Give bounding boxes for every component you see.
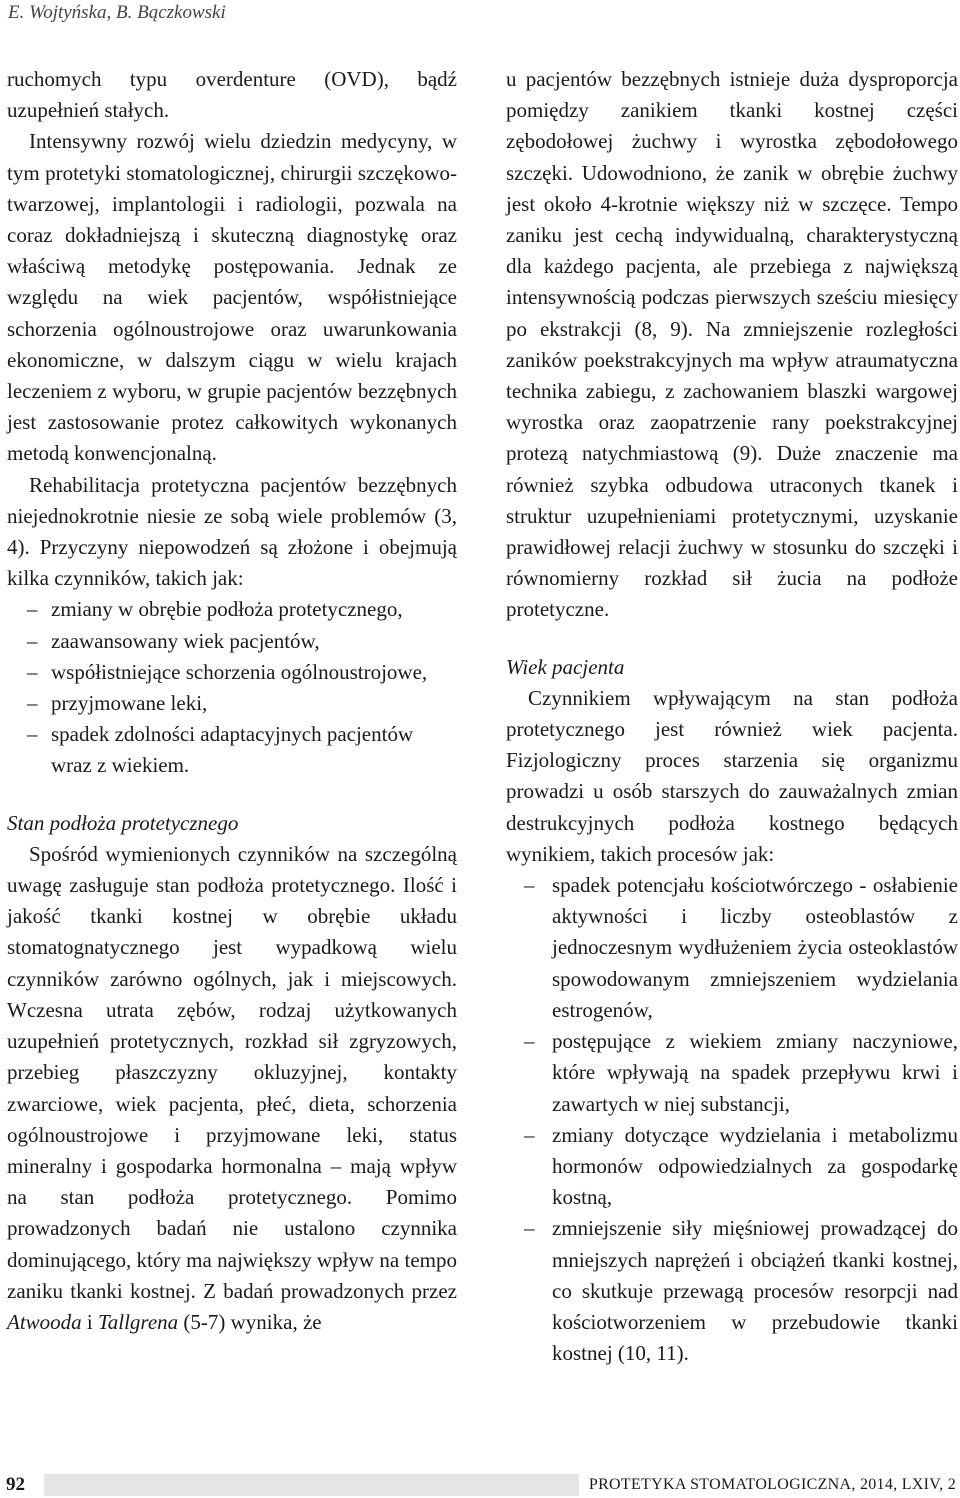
page-number: 92 xyxy=(0,1474,44,1496)
paragraph-text: Spośród wymienionych czynników na szczególną uwagę zasługuje stan podłoża protetycznego. Ilość i jakość tkanki kostnej w obrębie układu stomatognatycznego jest wypadkową wielu czynników zarówno ogólnych, jak i miejscowych. Wczesna utrata zębów, rodzaj użytkowanych uzupełnień protetycznych, rozkład sił zgryzowych, przebieg płaszczyzny okluzyjnej, kontakty zwarciowe, wiek pacjenta, płeć, dieta, schorzenia ogólnoustrojowe i przyjmowane leki, status mineralny i gospodarka hormonalna – mają wpływ na stan podłoża protetycznego. Pomimo prowadzonych badań nie ustalono czynnika dominującego, który ma największy wpływ na tempo zaniku tkanki kostnej. Z badań prowadzonych przez xyxy=(7,841,457,1303)
section-heading: Wiek pacjenta xyxy=(506,654,625,679)
list-item: – zmniejszenie siły mięśniowej prowadzącej do mniejszych naprężeń i obciążeń tkanki kostnej, co skutkuje przewagą procesów resorpcji nad kościotworzeniem w przebudowie tkanki kostnej (10, 11). xyxy=(506,1213,958,1369)
list-item: – zmiany dotyczące wydzielania i metabolizmu hormonów odpowiedzialnych za gospodarkę kostną, xyxy=(506,1120,958,1214)
section-heading: Stan podłoża protetycznego xyxy=(7,810,239,835)
paragraph: Czynnikiem wpływającym na stan podłoża protetycznego jest również wiek pacjenta. Fizjologiczny proces starzenia się organizmu prowadzi u osób starszych do zauważalnych zmian destrukcyjnych podłoża kostnego będących wynikiem, takich procesów jak: xyxy=(506,685,958,866)
list-item: – spadek potencjału kościotwórczego - osłabienie aktywności i liczby osteoblastów z jednoczesnym wydłużeniem życia osteoklastów spowodowanym zmniejszeniem wydzielania estrogenów, xyxy=(506,870,958,1026)
paragraph: Rehabilitacja protetyczna pacjentów bezzębnych niejednokrotnie niesie ze sobą wiele problemów (3, 4). Przyczyny niepowodzeń są złożone i obejmują kilka czynników, takich jak: xyxy=(7,472,457,591)
author-name: Tallgrena xyxy=(98,1309,179,1334)
paragraph-text: i xyxy=(81,1309,99,1334)
journal-name: PROTETYKA STOMATOLOGICZNA, 2014, LXIV, 2 xyxy=(579,1474,960,1496)
paragraph: u pacjentów bezzębnych istnieje duża dysproporcja pomiędzy zanikiem tkanki kostnej części zębodołowej żuchwy i wyrostka zębodołowego szczęki. Udowodniono, że zanik w obrębie żuchwy jest około 4-krotnie większy niż w szczęce. Tempo zaniku jest cechą indywidualną, charakterystyczną dla każdego pacjenta, ale przebiega z największą intensywnością podczas pierwszych sześciu miesięcy po ekstrakcji (8, 9). Na zmniejszenie rozległości zaników poekstrakcyjnych ma wpływ atraumatyczna technika zabiegu, z zachowaniem blaszki wargowej wyrostka oraz zaopatrzenie rany poekstrakcyjnej protezą natychmiastową (9). Duże znaczenie ma również szybka odbudowa utraconych tkanek i struktur uzupełnieniami protetycznymi, uzyskanie prawidłowej relacji żuchwy w stosunku do szczęki i równomierny rozkład sił żucia na podłoże protetyczne. xyxy=(506,67,958,622)
list-item: – postępujące z wiekiem zmiany naczyniowe, które wpływają na spadek przepływu krwi i zawartych w niej substancji, xyxy=(506,1026,958,1120)
paragraph-text: (5-7) wynika, że xyxy=(178,1309,322,1334)
failure-causes-list xyxy=(7,594,457,781)
right-column xyxy=(506,64,958,1369)
list-item: – przyjmowane leki, xyxy=(7,688,457,719)
aging-processes-list xyxy=(506,870,958,1369)
list-item: – zmiany w obrębie podłoża protetycznego, xyxy=(7,594,457,625)
list-item: – spadek zdolności adaptacyjnych pacjentów wraz z wiekiem. xyxy=(7,719,457,781)
list-item: – współistniejące schorzenia ogólnoustrojowe, xyxy=(7,657,457,688)
left-column xyxy=(7,64,457,1338)
running-header-authors: E. Wojtyńska, B. Bączkowski xyxy=(8,2,226,23)
author-name: Atwooda xyxy=(7,1309,82,1334)
list-item: – zaawansowany wiek pacjentów, xyxy=(7,626,457,657)
paragraph: ruchomych typu overdenture (OVD), bądź uzupełnień stałych. xyxy=(7,67,457,123)
paragraph: Intensywny rozwój wielu dziedzin medycyny, w tym protetyki stomatologicznej, chirurgii szczękowo-twarzowej, implantologii i radiologii, pozwala na coraz dokładniejszą i skuteczną diagnostykę oraz właściwą metodykę postępowania. Jednak ze względu na wiek pacjentów, współistniejące schorzenia ogólnoustrojowe oraz uwarunkowania ekonomiczne, w dalszym ciągu w wielu krajach leczeniem z wyboru, w grupie pacjentów bezzębnych jest zastosowanie protez całkowitych wykonanych metodą konwencjonalną. xyxy=(7,129,457,466)
paragraph xyxy=(7,839,457,1338)
